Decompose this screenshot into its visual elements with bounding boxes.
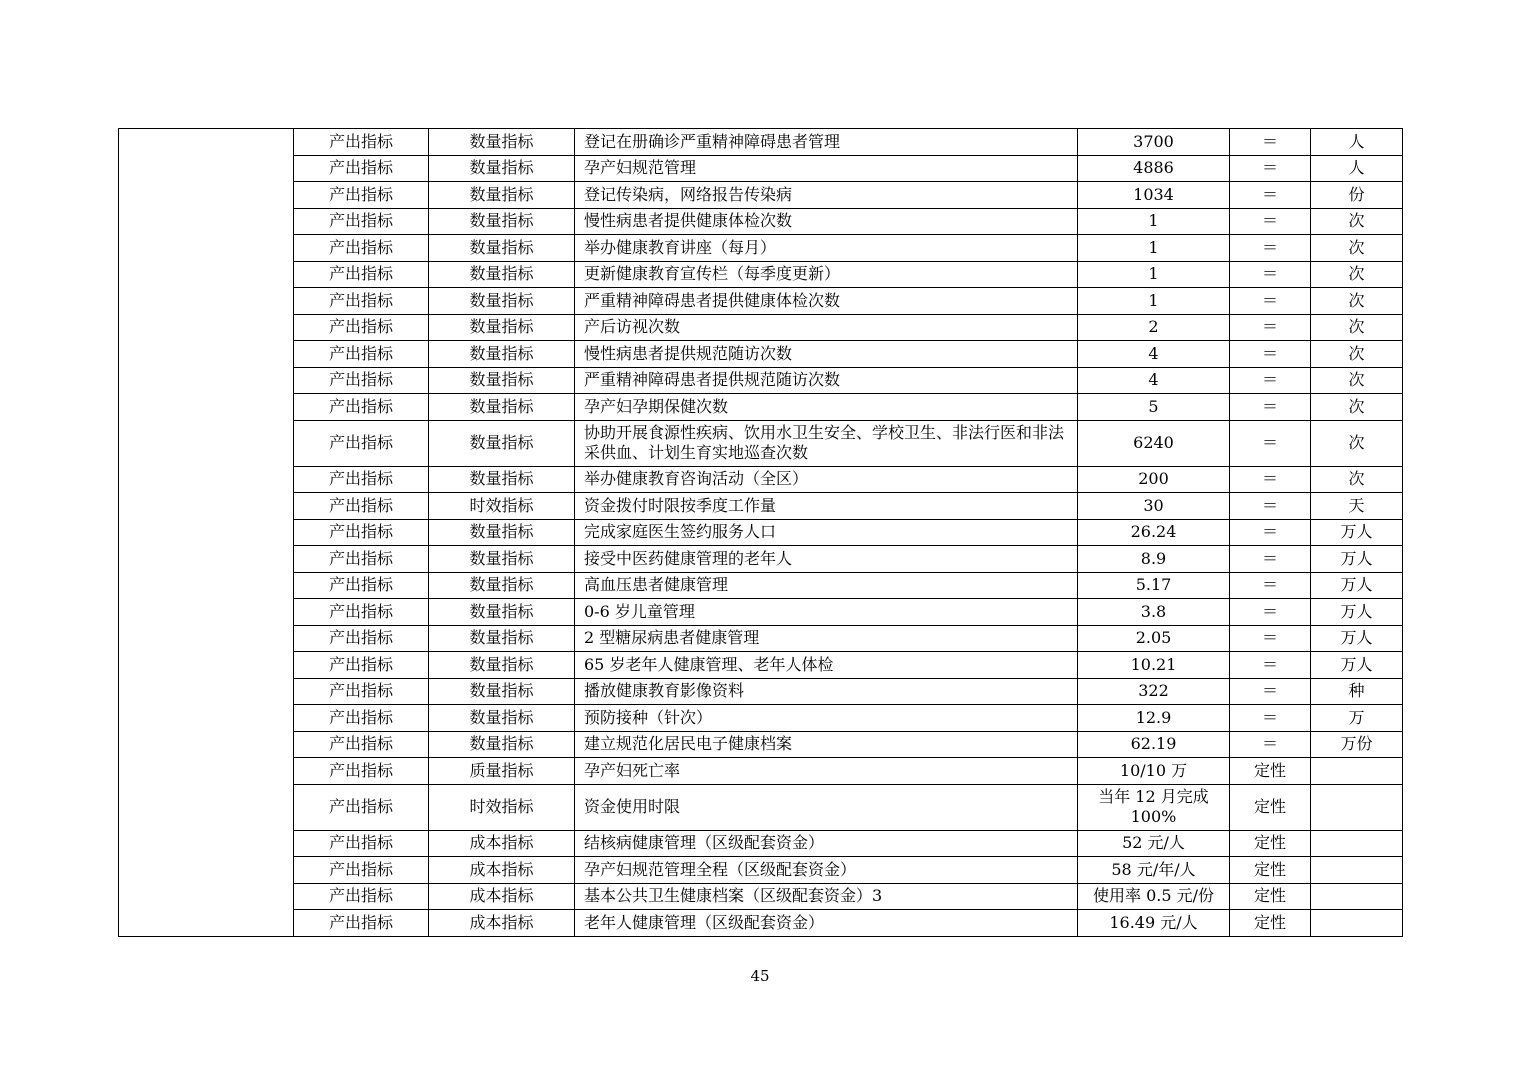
operator-cell: 定性 [1230, 883, 1311, 910]
table-row [119, 731, 1403, 758]
table-row [119, 678, 1403, 705]
operator-cell: ＝ [1230, 261, 1311, 288]
unit-cell: 次 [1311, 394, 1403, 421]
level1-cell: 产出指标 [294, 288, 429, 315]
level2-cell: 成本指标 [429, 910, 575, 937]
level2-cell: 数量指标 [429, 129, 575, 156]
level2-cell: 成本指标 [429, 883, 575, 910]
value-cell: 1034 [1078, 182, 1230, 209]
level2-cell: 时效指标 [429, 493, 575, 520]
operator-cell: ＝ [1230, 341, 1311, 368]
level2-cell: 成本指标 [429, 830, 575, 857]
unit-cell: 份 [1311, 182, 1403, 209]
operator-cell: ＝ [1230, 652, 1311, 679]
level1-cell: 产出指标 [294, 883, 429, 910]
operator-cell: ＝ [1230, 182, 1311, 209]
level2-cell: 数量指标 [429, 678, 575, 705]
level2-cell: 质量指标 [429, 758, 575, 785]
level1-cell: 产出指标 [294, 261, 429, 288]
value-cell: 3.8 [1078, 599, 1230, 626]
merged-project-cell [119, 129, 294, 937]
level2-cell: 数量指标 [429, 420, 575, 466]
level1-cell: 产出指标 [294, 367, 429, 394]
value-cell: 30 [1078, 493, 1230, 520]
indicator-cell: 举办健康教育咨询活动（全区） [575, 466, 1078, 493]
unit-cell: 次 [1311, 235, 1403, 262]
table-row [119, 883, 1403, 910]
indicator-cell: 孕产妇孕期保健次数 [575, 394, 1078, 421]
indicator-cell: 孕产妇规范管理 [575, 155, 1078, 182]
indicator-cell: 2 型糖尿病患者健康管理 [575, 625, 1078, 652]
unit-cell: 万人 [1311, 625, 1403, 652]
operator-cell: ＝ [1230, 466, 1311, 493]
value-cell: 2 [1078, 314, 1230, 341]
value-cell: 62.19 [1078, 731, 1230, 758]
level1-cell: 产出指标 [294, 394, 429, 421]
level1-cell: 产出指标 [294, 129, 429, 156]
operator-cell: ＝ [1230, 678, 1311, 705]
value-cell: 5.17 [1078, 572, 1230, 599]
level1-cell: 产出指标 [294, 341, 429, 368]
level1-cell: 产出指标 [294, 155, 429, 182]
level2-cell: 数量指标 [429, 625, 575, 652]
value-cell: 10.21 [1078, 652, 1230, 679]
indicator-cell: 预防接种（针次） [575, 705, 1078, 732]
level1-cell: 产出指标 [294, 546, 429, 573]
operator-cell: ＝ [1230, 572, 1311, 599]
indicator-cell: 产后访视次数 [575, 314, 1078, 341]
level1-cell: 产出指标 [294, 182, 429, 209]
indicator-cell: 举办健康教育讲座（每月） [575, 235, 1078, 262]
level2-cell: 数量指标 [429, 341, 575, 368]
unit-cell: 次 [1311, 314, 1403, 341]
unit-cell: 万人 [1311, 652, 1403, 679]
operator-cell: 定性 [1230, 857, 1311, 884]
unit-cell: 人 [1311, 155, 1403, 182]
table-row [119, 466, 1403, 493]
table-row [119, 857, 1403, 884]
indicator-cell: 孕产妇规范管理全程（区级配套资金） [575, 857, 1078, 884]
level1-cell: 产出指标 [294, 599, 429, 626]
level2-cell: 数量指标 [429, 652, 575, 679]
level2-cell: 数量指标 [429, 546, 575, 573]
indicator-cell: 协助开展食源性疾病、饮用水卫生安全、学校卫生、非法行医和非法采供血、计划生育实地巡查次数 [575, 420, 1078, 466]
operator-cell: 定性 [1230, 784, 1311, 830]
indicator-cell: 严重精神障碍患者提供规范随访次数 [575, 367, 1078, 394]
table-row [119, 341, 1403, 368]
level1-cell: 产出指标 [294, 678, 429, 705]
table-row [119, 652, 1403, 679]
value-cell: 12.9 [1078, 705, 1230, 732]
indicator-cell: 基本公共卫生健康档案（区级配套资金）3 [575, 883, 1078, 910]
indicator-cell: 资金拨付时限按季度工作量 [575, 493, 1078, 520]
operator-cell: ＝ [1230, 155, 1311, 182]
level1-cell: 产出指标 [294, 705, 429, 732]
operator-cell: 定性 [1230, 910, 1311, 937]
level1-cell: 产出指标 [294, 857, 429, 884]
operator-cell: 定性 [1230, 830, 1311, 857]
indicator-table [118, 128, 1403, 937]
table-row [119, 261, 1403, 288]
value-cell: 8.9 [1078, 546, 1230, 573]
level1-cell: 产出指标 [294, 625, 429, 652]
operator-cell: ＝ [1230, 546, 1311, 573]
level2-cell: 数量指标 [429, 394, 575, 421]
level1-cell: 产出指标 [294, 314, 429, 341]
indicator-cell: 慢性病患者提供健康体检次数 [575, 208, 1078, 235]
unit-cell: 次 [1311, 208, 1403, 235]
table-row [119, 367, 1403, 394]
level2-cell: 数量指标 [429, 235, 575, 262]
unit-cell [1311, 910, 1403, 937]
unit-cell: 万份 [1311, 731, 1403, 758]
table-row [119, 784, 1403, 830]
indicator-cell: 严重精神障碍患者提供健康体检次数 [575, 288, 1078, 315]
level1-cell: 产出指标 [294, 731, 429, 758]
value-cell: 5 [1078, 394, 1230, 421]
table-row [119, 519, 1403, 546]
level2-cell: 数量指标 [429, 182, 575, 209]
indicator-cell: 结核病健康管理（区级配套资金） [575, 830, 1078, 857]
unit-cell: 万人 [1311, 572, 1403, 599]
operator-cell: ＝ [1230, 731, 1311, 758]
level1-cell: 产出指标 [294, 830, 429, 857]
operator-cell: ＝ [1230, 519, 1311, 546]
indicator-cell: 慢性病患者提供规范随访次数 [575, 341, 1078, 368]
indicator-cell: 接受中医药健康管理的老年人 [575, 546, 1078, 573]
value-cell: 1 [1078, 288, 1230, 315]
value-cell: 当年 12 月完成 100% [1078, 784, 1230, 830]
value-cell: 4 [1078, 367, 1230, 394]
operator-cell: ＝ [1230, 420, 1311, 466]
value-cell: 322 [1078, 678, 1230, 705]
level2-cell: 数量指标 [429, 288, 575, 315]
table-row [119, 599, 1403, 626]
unit-cell: 万人 [1311, 599, 1403, 626]
unit-cell: 次 [1311, 367, 1403, 394]
value-cell: 52 元/人 [1078, 830, 1230, 857]
indicator-cell: 完成家庭医生签约服务人口 [575, 519, 1078, 546]
indicator-cell: 0-6 岁儿童管理 [575, 599, 1078, 626]
level1-cell: 产出指标 [294, 208, 429, 235]
value-cell: 4 [1078, 341, 1230, 368]
unit-cell: 次 [1311, 288, 1403, 315]
operator-cell: ＝ [1230, 705, 1311, 732]
level1-cell: 产出指标 [294, 235, 429, 262]
operator-cell: ＝ [1230, 208, 1311, 235]
value-cell: 1 [1078, 261, 1230, 288]
indicator-cell: 老年人健康管理（区级配套资金） [575, 910, 1078, 937]
level2-cell: 时效指标 [429, 784, 575, 830]
value-cell: 26.24 [1078, 519, 1230, 546]
indicator-cell: 建立规范化居民电子健康档案 [575, 731, 1078, 758]
table-row [119, 705, 1403, 732]
table-row [119, 572, 1403, 599]
unit-cell: 次 [1311, 341, 1403, 368]
value-cell: 4886 [1078, 155, 1230, 182]
unit-cell: 万人 [1311, 519, 1403, 546]
indicator-cell: 更新健康教育宣传栏（每季度更新） [575, 261, 1078, 288]
indicator-cell: 登记在册确诊严重精神障碍患者管理 [575, 129, 1078, 156]
level2-cell: 成本指标 [429, 857, 575, 884]
level1-cell: 产出指标 [294, 519, 429, 546]
level1-cell: 产出指标 [294, 784, 429, 830]
table-row [119, 420, 1403, 466]
unit-cell [1311, 784, 1403, 830]
operator-cell: ＝ [1230, 599, 1311, 626]
value-cell: 使用率 0.5 元/份 [1078, 883, 1230, 910]
table-row [119, 314, 1403, 341]
value-cell: 200 [1078, 466, 1230, 493]
operator-cell: 定性 [1230, 758, 1311, 785]
operator-cell: ＝ [1230, 288, 1311, 315]
level1-cell: 产出指标 [294, 493, 429, 520]
level2-cell: 数量指标 [429, 705, 575, 732]
level2-cell: 数量指标 [429, 731, 575, 758]
table-row [119, 208, 1403, 235]
level2-cell: 数量指标 [429, 519, 575, 546]
level2-cell: 数量指标 [429, 572, 575, 599]
level2-cell: 数量指标 [429, 314, 575, 341]
table-row [119, 235, 1403, 262]
value-cell: 10/10 万 [1078, 758, 1230, 785]
level1-cell: 产出指标 [294, 572, 429, 599]
table-row [119, 129, 1403, 156]
level2-cell: 数量指标 [429, 599, 575, 626]
table-row [119, 182, 1403, 209]
operator-cell: ＝ [1230, 394, 1311, 421]
table-body [119, 129, 1403, 937]
table-row [119, 830, 1403, 857]
value-cell: 6240 [1078, 420, 1230, 466]
unit-cell: 次 [1311, 420, 1403, 466]
unit-cell: 人 [1311, 129, 1403, 156]
value-cell: 16.49 元/人 [1078, 910, 1230, 937]
operator-cell: ＝ [1230, 129, 1311, 156]
level1-cell: 产出指标 [294, 652, 429, 679]
value-cell: 58 元/年/人 [1078, 857, 1230, 884]
unit-cell [1311, 758, 1403, 785]
table-row [119, 155, 1403, 182]
table-row [119, 625, 1403, 652]
table-row [119, 546, 1403, 573]
level2-cell: 数量指标 [429, 155, 575, 182]
unit-cell: 万人 [1311, 546, 1403, 573]
level2-cell: 数量指标 [429, 466, 575, 493]
indicator-cell: 65 岁老年人健康管理、老年人体检 [575, 652, 1078, 679]
operator-cell: ＝ [1230, 625, 1311, 652]
indicator-cell: 资金使用时限 [575, 784, 1078, 830]
page-number: 45 [750, 967, 770, 985]
unit-cell: 天 [1311, 493, 1403, 520]
level1-cell: 产出指标 [294, 758, 429, 785]
unit-cell: 次 [1311, 466, 1403, 493]
unit-cell: 种 [1311, 678, 1403, 705]
table-row [119, 288, 1403, 315]
table-row [119, 394, 1403, 421]
level2-cell: 数量指标 [429, 261, 575, 288]
unit-cell [1311, 883, 1403, 910]
unit-cell: 万 [1311, 705, 1403, 732]
unit-cell [1311, 830, 1403, 857]
table-row [119, 910, 1403, 937]
value-cell: 1 [1078, 208, 1230, 235]
level1-cell: 产出指标 [294, 420, 429, 466]
indicator-cell: 孕产妇死亡率 [575, 758, 1078, 785]
level1-cell: 产出指标 [294, 910, 429, 937]
table-row [119, 758, 1403, 785]
table-row [119, 493, 1403, 520]
level2-cell: 数量指标 [429, 208, 575, 235]
unit-cell [1311, 857, 1403, 884]
value-cell: 3700 [1078, 129, 1230, 156]
level2-cell: 数量指标 [429, 367, 575, 394]
indicator-cell: 高血压患者健康管理 [575, 572, 1078, 599]
level1-cell: 产出指标 [294, 466, 429, 493]
value-cell: 2.05 [1078, 625, 1230, 652]
operator-cell: ＝ [1230, 314, 1311, 341]
operator-cell: ＝ [1230, 367, 1311, 394]
unit-cell: 次 [1311, 261, 1403, 288]
indicator-cell: 登记传染病，网络报告传染病 [575, 182, 1078, 209]
operator-cell: ＝ [1230, 235, 1311, 262]
operator-cell: ＝ [1230, 493, 1311, 520]
indicator-cell: 播放健康教育影像资料 [575, 678, 1078, 705]
value-cell: 1 [1078, 235, 1230, 262]
